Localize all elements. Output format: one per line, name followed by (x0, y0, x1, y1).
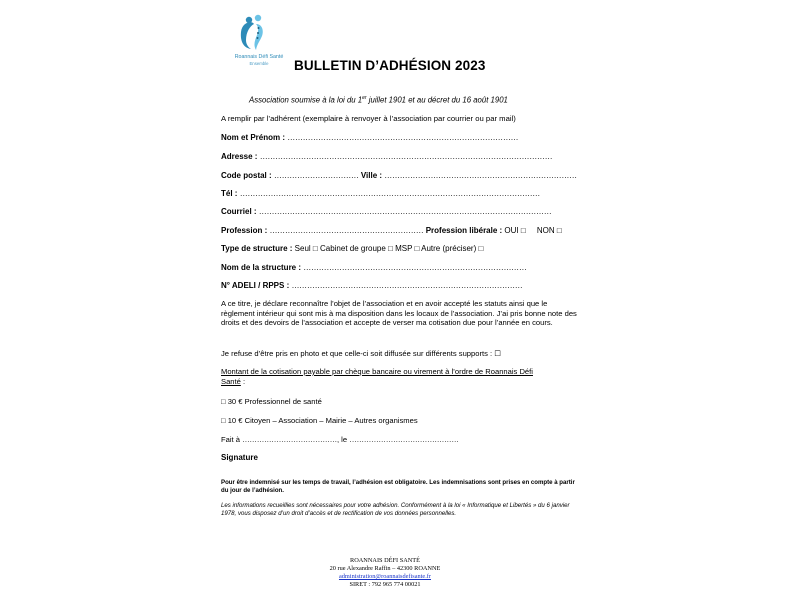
cotisation-heading-line1: Montant de la cotisation payable par chèque bancaire ou virement à l’ordre de Roannais Défi (221, 367, 533, 376)
adresse-field[interactable] (221, 152, 552, 161)
adeli-field[interactable] (221, 281, 523, 290)
tel-dots[interactable]: ……………………………………………………………………………………………………… (239, 189, 540, 198)
adeli-dots[interactable]: ……………………………………………………………………………… (291, 281, 523, 290)
code-postal-label: Code postal : (221, 171, 272, 180)
nom-structure-label: Nom de la structure : (221, 263, 302, 272)
structure-option-seul[interactable]: Seul □ (294, 244, 318, 253)
adresse-dots[interactable]: …………………………………………………………………………………………………… (259, 152, 553, 161)
profession-liberale-non[interactable]: NON □ (536, 226, 562, 235)
profession-field[interactable] (221, 226, 562, 235)
tel-field[interactable] (221, 189, 540, 198)
logo-figure-icon (222, 14, 296, 52)
logo-name: Roannais Défi Santé (234, 54, 284, 60)
indemnisation-notice: Pour être indemnisé sur les temps de travail, l’adhésion est obligatoire. Les indemnisations sont prises en compte à partir du jour de l’adhésion. (221, 479, 575, 494)
footer-email-link[interactable]: administration@roannaisdefisante.fr (338, 573, 431, 580)
fait-a-field[interactable] (221, 435, 459, 444)
page-title: BULLETIN D’ADHÉSION 2023 (294, 58, 486, 73)
structure-field[interactable] (221, 244, 483, 253)
profession-liberale-label: Profession libérale : (425, 226, 503, 235)
declaration-paragraph: A ce titre, je déclare reconnaître l’objet de l’association et en avoir accepté les statuts ainsi que le règlement intérieur qui sont mis à ma disposition dans les locaux de l’association. J’ai pris bonne note des droits et des devoirs de l’association et accepte de verser ma cotisation due pour l’année en cours. (221, 299, 577, 328)
tel-label: Tél : (221, 189, 238, 198)
fait-date-dots[interactable]: ……………………………………… (349, 435, 459, 444)
profession-liberale-oui[interactable]: OUI □ (504, 226, 526, 235)
nom-dots[interactable]: ……………………………………………………………………………… (287, 133, 519, 142)
cotisation-heading-line2: Santé (221, 376, 241, 386)
structure-option-msp[interactable]: MSP □ (395, 244, 420, 253)
instructions: A remplir par l’adhérent (exemplaire à renvoyer à l’association par courrier ou par mail) (221, 114, 516, 123)
photo-consent[interactable]: Je refuse d’être pris en photo et que celle-ci soit diffusée sur différents supports : ☐ (221, 349, 502, 358)
structure-option-cabinet[interactable]: Cabinet de groupe □ (319, 244, 393, 253)
adeli-label: N° ADELI / RPPS : (221, 281, 290, 290)
rgpd-notice: Les informations recueillies sont nécessaires pour votre adhésion. Conformément à la loi « Informatique et Libertés » du 6 janvier 1978, vous disposez d’un droit d’accès et de rectification de vos données personnelles. (221, 502, 570, 517)
nom-label: Nom et Prénom : (221, 133, 286, 142)
profession-label: Profession : (221, 226, 268, 235)
subtitle-sup: er (362, 95, 367, 101)
footer-org: ROANNAIS DÉFI SANTÉ (350, 557, 420, 564)
structure-label: Type de structure : (221, 244, 293, 253)
cotisation-option-10[interactable]: □ 10 € Citoyen – Association – Mairie – Autres organismes (221, 416, 418, 425)
nom-structure-dots[interactable]: …………………………………………………………………………… (303, 263, 527, 272)
footer (285, 557, 485, 589)
cotisation-option-30[interactable]: □ 30 € Professionnel de santé (221, 397, 322, 406)
code-postal-dots[interactable]: …………………………… (273, 171, 359, 180)
adresse-label: Adresse : (221, 152, 258, 161)
courriel-dots[interactable]: …………………………………………………………………………………………………… (258, 207, 552, 216)
subtitle-post: juillet 1901 et au décret du 16 août 1901 (366, 95, 508, 105)
legal-subtitle (249, 95, 508, 105)
fait-lieu-dots[interactable]: ………………………………… (242, 435, 337, 444)
subtitle-pre: Association soumise à la loi du 1 (249, 95, 363, 105)
ville-dots[interactable]: ………………………………………………………………… (384, 171, 577, 180)
fait-prefix: Fait à (221, 435, 240, 444)
logo (222, 14, 296, 72)
cotisation-heading (221, 367, 533, 386)
code-postal-field[interactable] (221, 171, 577, 180)
footer-siret: SIRET : 792 965 774 00021 (349, 581, 421, 588)
nom-field[interactable] (221, 133, 518, 142)
courriel-field[interactable] (221, 207, 551, 216)
cotisation-heading-colon: : (240, 376, 246, 386)
profession-dots[interactable]: …………………………………………………… (269, 226, 424, 235)
fait-le: , le (336, 435, 348, 444)
signature-label: Signature (221, 453, 258, 462)
structure-option-autre[interactable]: Autre (préciser) □ (421, 244, 484, 253)
footer-address: 20 rue Alexandre Raffin – 42300 ROANNE (329, 565, 441, 572)
nom-structure-field[interactable] (221, 263, 527, 272)
logo-tagline: Ensemble (249, 61, 269, 66)
courriel-label: Courriel : (221, 207, 257, 216)
ville-label: Ville : (360, 171, 383, 180)
